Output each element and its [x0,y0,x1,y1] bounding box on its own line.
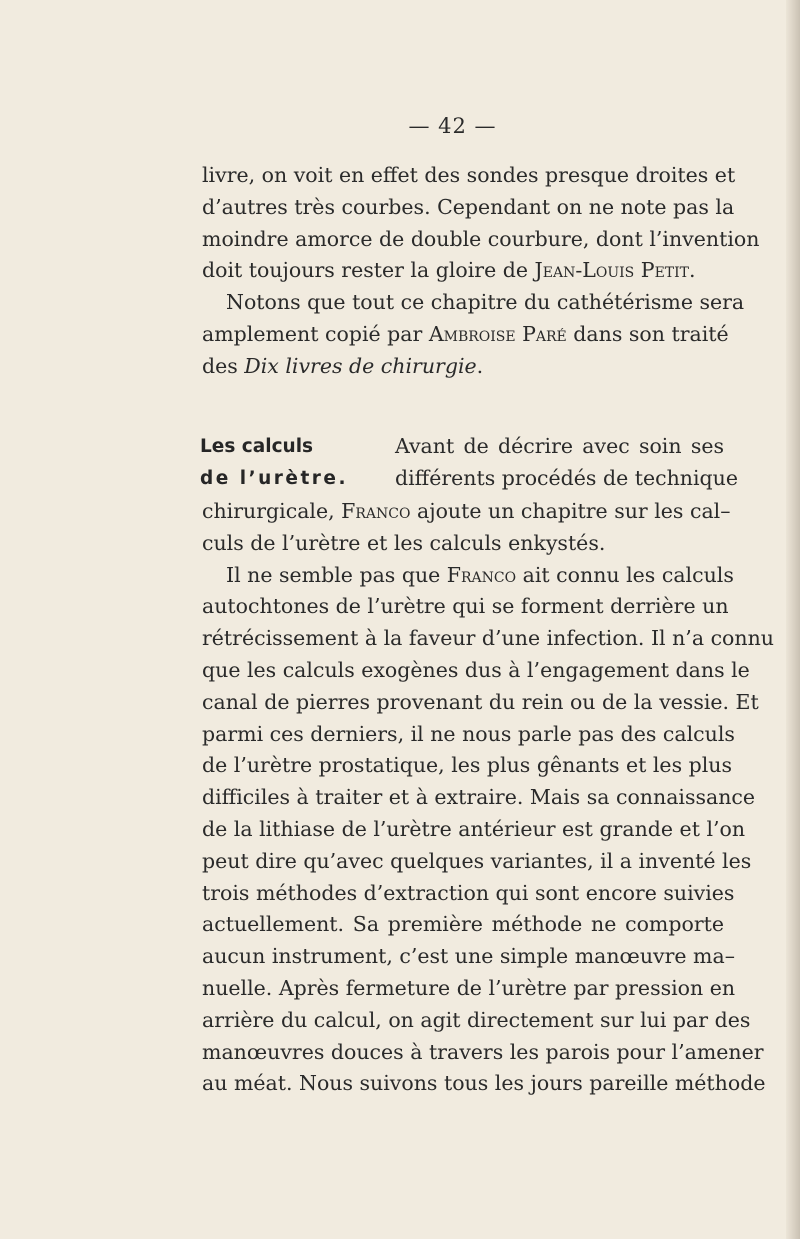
text-line: difficiles à traiter et à extraire. Mais sa connaissance [202,785,756,810]
text-line: Notons que tout ce chapitre du cathétérisme sera [226,290,745,315]
text-line [202,560,734,592]
text-segment: ajoute un chapitre sur les cal– [410,499,731,523]
text-line: au méat. Nous suivons tous les jours pareille méthode [202,1071,766,1096]
text-line: de l’urètre prostatique, les plus gênants et les plus [202,753,733,778]
text-line [202,496,731,528]
section-first-lines [395,431,738,495]
text-segment: . [476,353,484,378]
text-segment: amplement copié par [202,321,429,346]
text-line: canal de pierres provenant du rein ou de la vessie. Et [202,689,759,714]
text-line: livre, on voit en effet des sondes presque droites et [202,163,736,187]
body-text-top [202,160,760,383]
text-segment: chirurgicale, [202,499,342,523]
author-name: Franco [446,562,517,587]
text-line: culs de l’urètre et les calculs enkystés. [202,530,606,555]
text-line: rétrécissement à la faveur d’une infection. Il n’a connu [202,626,774,651]
page-edge [786,0,800,1239]
text-line: manœuvres douces à travers les parois pour l’amener [202,1039,764,1064]
book-title: Dix livres de chirurgie [244,353,477,378]
text-segment: doit toujours rester la gloire de [202,258,535,283]
section-heading-line: Les calculs [200,436,314,457]
text-line: Avant de décrire avec soin ses [395,434,724,458]
text-line: moindre amorce de double courbure, dont l’invention [202,226,760,251]
text-segment: ait connu les calculs [516,562,734,587]
text-line: autochtones de l’urètre qui se forment derrière un [202,594,729,619]
text-line: différents procédés de technique [395,465,738,490]
text-line: que les calculs exogènes dus à l’engagement dans le [202,657,750,682]
section-heading [200,431,375,495]
text-line [202,351,724,383]
body-text-bottom [202,496,774,1100]
text-line: aucun instrument, c’est une simple manœuvre ma– [202,944,735,969]
text-line: nuelle. Après fermeture de l’urètre par pression en [202,975,736,1000]
section-heading-line: de l’urètre. [200,467,348,489]
text-line [202,319,729,351]
text-line: actuellement. Sa première méthode ne comporte [202,912,724,937]
text-segment: dans son traité [566,321,729,346]
author-name: Jean-Louis Petit [534,258,690,283]
text-line: arrière du calcul, on agit directement sur lui par des [202,1007,751,1032]
page-number: — 42 — [408,114,497,138]
text-segment: . [689,258,696,283]
text-line: d’autres très courbes. Cependant on ne note pas la [202,194,735,219]
text-line [202,255,724,287]
text-line: peut dire qu’avec quelques variantes, il a inventé les [202,848,752,873]
author-name: Franco [341,499,411,523]
text-segment: Il ne semble pas que [226,562,447,587]
author-name: Ambroise Paré [428,321,567,346]
text-line: trois méthodes d’extraction qui sont encore suivies [202,880,735,905]
text-line: parmi ces derniers, il ne nous parle pas des calculs [202,721,735,746]
text-segment: des [202,353,245,378]
text-line: de la lithiase de l’urètre antérieur est grande et l’on [202,816,746,841]
